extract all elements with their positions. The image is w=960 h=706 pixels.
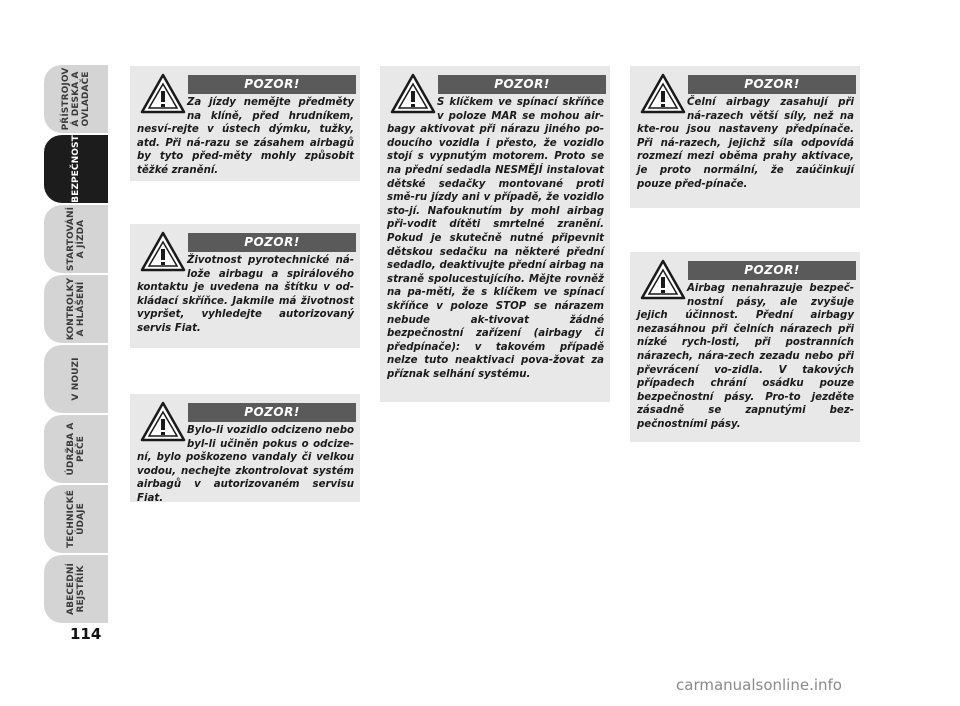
tab-startovani[interactable] (44, 204, 108, 273)
warning-box-objects (130, 66, 360, 181)
tab-label: BEZPEČNOST (71, 135, 81, 203)
warning-text: Airbag nenahrazuje bezpeč-nostní pásy, ale zvyšuje jejich účinnost. Přední airbagy nezasáhnou při čelních nárazech při nízké rych-losti, při postranních nárazech, nára-zech zezadu nebo při převrácení vo-zidla. V takových případech chrání osádku pouze bezpečnostní pásy. Pro-to jezděte zásadně se zapnutými bez-pečnostními pásy. (637, 283, 854, 430)
warning-box-stolen (130, 394, 360, 502)
warning-heading: POZOR! (188, 233, 356, 252)
tab-bezpecnost[interactable] (44, 134, 108, 203)
warning-box-child-seat (380, 66, 610, 402)
warning-box-seat-belts (630, 252, 860, 442)
tab-label: KONTROLKY A HLÁŠENÍ (66, 277, 86, 341)
tab-label: TECHNICKÉ ÚDAJE (66, 490, 86, 548)
warning-text: Čelní airbagy zasahují při ná-razech větší síly, než na kte-rou jsou nastaveny předpínače. Při ná-razech, jejichž síla odpovídá rozmezí mezi oběma prahy aktivace, je proto normální, že zaúčinkují pouze před-pínače. (637, 97, 854, 190)
tab-technicke-udaje[interactable] (44, 484, 108, 553)
warning-box-front-airbags (630, 66, 860, 208)
tab-label: ÚDRŽBA A PÉČE (66, 422, 86, 476)
tab-label: STARTOVÁNÍ A JÍZDA (66, 206, 86, 272)
watermark: carmanualsonline.info (676, 676, 842, 694)
tab-label: PŘÍSTROJOV Á DESKA A OVLADAČE (61, 67, 91, 131)
warning-heading: POZOR! (688, 261, 856, 280)
warning-heading: POZOR! (188, 75, 356, 94)
warning-text: Za jízdy nemějte předměty na klíně, před hrudníkem, nesví-rejte v ústech dýmku, tužky, atd. Při ná-razu se zásahem airbagů by tyto před-měty mohly způsobit těžké zranění. (137, 97, 354, 176)
warning-text: S klíčkem ve spínací skříňce v poloze MAR se mohou air-bagy aktivovat při nárazu jiného po-doucího vozidla i přesto, že vozidlo stojí s vypnutým motorem. Proto se na přední sedadla NESMĚJÍ instalovat dětské sedačky montované proti smě-ru jízdy ani v případě, že vozidlo sto-jí. Nafouknutím by mohl airbag při-vodit dítěti smrtelné zranění. Pokud je skutečně nutné připevnit dětskou sedačku na některé přední sedadlo, deaktivujte přední airbag na straně spolucestujícího. Mějte rovněž na pa-měti, že s klíčkem ve spínací skříňce v poloze STOP se nárazem nebude ak-tivovat žádné bezpečnostní zařízení (airbagy či předpínače): v takovém případě nelze tuto neaktivaci pova-žovat za příznak selhání systému. (387, 97, 604, 380)
tab-kontrolky[interactable] (44, 274, 108, 343)
tab-label: V NOUZI (71, 357, 81, 401)
warning-box-pyrotechnic (130, 224, 360, 348)
warning-text: Bylo-li vozidlo odcizeno nebo byl-li učiněn pokus o odcize-ní, bylo poškozeno vandaly či velkou vodou, nechejte zkontrolovat systém airbagů v autorizovaném servisu Fiat. (137, 425, 354, 504)
warning-heading: POZOR! (188, 403, 356, 422)
tab-abecedni-rejstrik[interactable] (44, 554, 108, 623)
page-number: 114 (70, 625, 102, 643)
tab-v-nouzi[interactable] (44, 344, 108, 413)
warning-heading: POZOR! (688, 75, 856, 94)
warning-heading: POZOR! (438, 75, 606, 94)
warning-text: Životnost pyrotechnické ná-lože airbagu a spirálového kontaktu je uvedena na štítku v od-kládací skříňce. Jakmile má životnost vypršet, vyhledejte autorizovaný servis Fiat. (137, 255, 354, 334)
tab-label: ABECEDNÍ REJSTŘÍK (66, 563, 86, 615)
tab-pristrojova-deska[interactable] (44, 64, 108, 133)
chapter-tabs (44, 64, 108, 624)
tab-udrzba[interactable] (44, 414, 108, 483)
